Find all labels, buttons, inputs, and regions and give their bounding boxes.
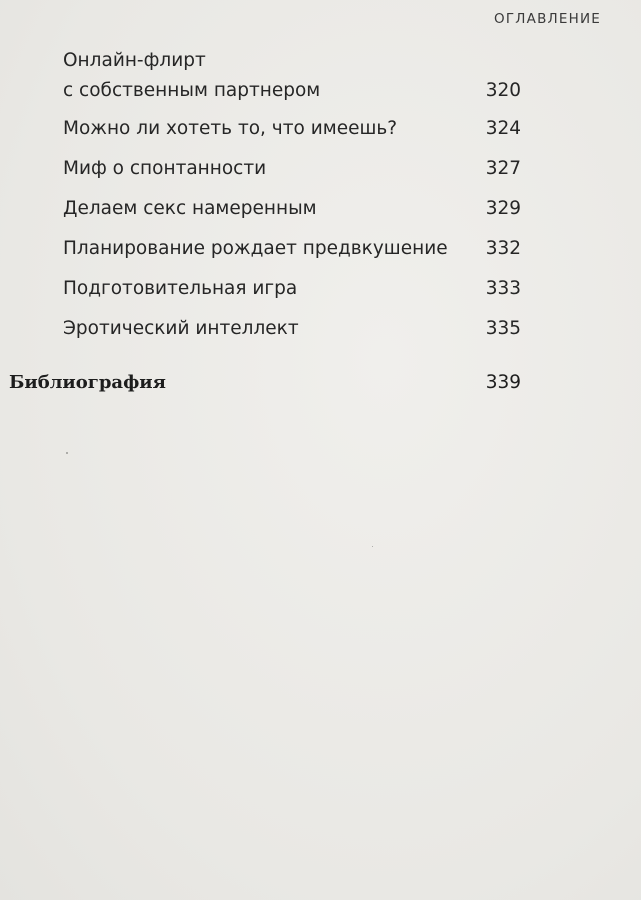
toc-entry (63, 274, 521, 304)
toc-entry (63, 194, 521, 224)
toc-entry-title: Подготовительная игра (63, 278, 298, 299)
toc-section-title: Библиография (9, 372, 166, 393)
toc-entry (63, 46, 521, 106)
toc-entry-title (63, 46, 473, 106)
toc-entry (63, 114, 521, 144)
running-head: ОГЛАВЛЕНИЕ (494, 11, 601, 27)
toc-entry (63, 314, 521, 344)
toc-entry-page: 324 (485, 118, 521, 139)
toc-entry-page: 333 (485, 278, 521, 299)
toc-section-page: 339 (485, 372, 521, 393)
toc-entry-page: 320 (485, 80, 521, 101)
toc-entry-page: 327 (485, 158, 521, 179)
toc-entry-title: Миф о спонтанности (63, 158, 267, 179)
toc-entry-page: 332 (485, 238, 521, 259)
toc-entry (63, 234, 521, 264)
toc-entry-title: Можно ли хотеть то, что имеешь? (63, 118, 398, 139)
toc-entry-title-line: Онлайн-флирт (63, 50, 206, 71)
toc-entry-title-line: с собственным партнером (63, 80, 321, 101)
toc-entry (63, 154, 521, 184)
toc-entry-title: Делаем секс намеренным (63, 198, 317, 219)
paper-speck (66, 452, 68, 454)
paper-speck (372, 546, 373, 547)
toc-entry-page: 329 (485, 198, 521, 219)
toc-entry-title: Эротический интеллект (63, 318, 299, 339)
toc-entry-page: 335 (485, 318, 521, 339)
toc-section-entry (9, 368, 521, 398)
toc-entry-title: Планирование рождает предвкушение (63, 238, 448, 259)
